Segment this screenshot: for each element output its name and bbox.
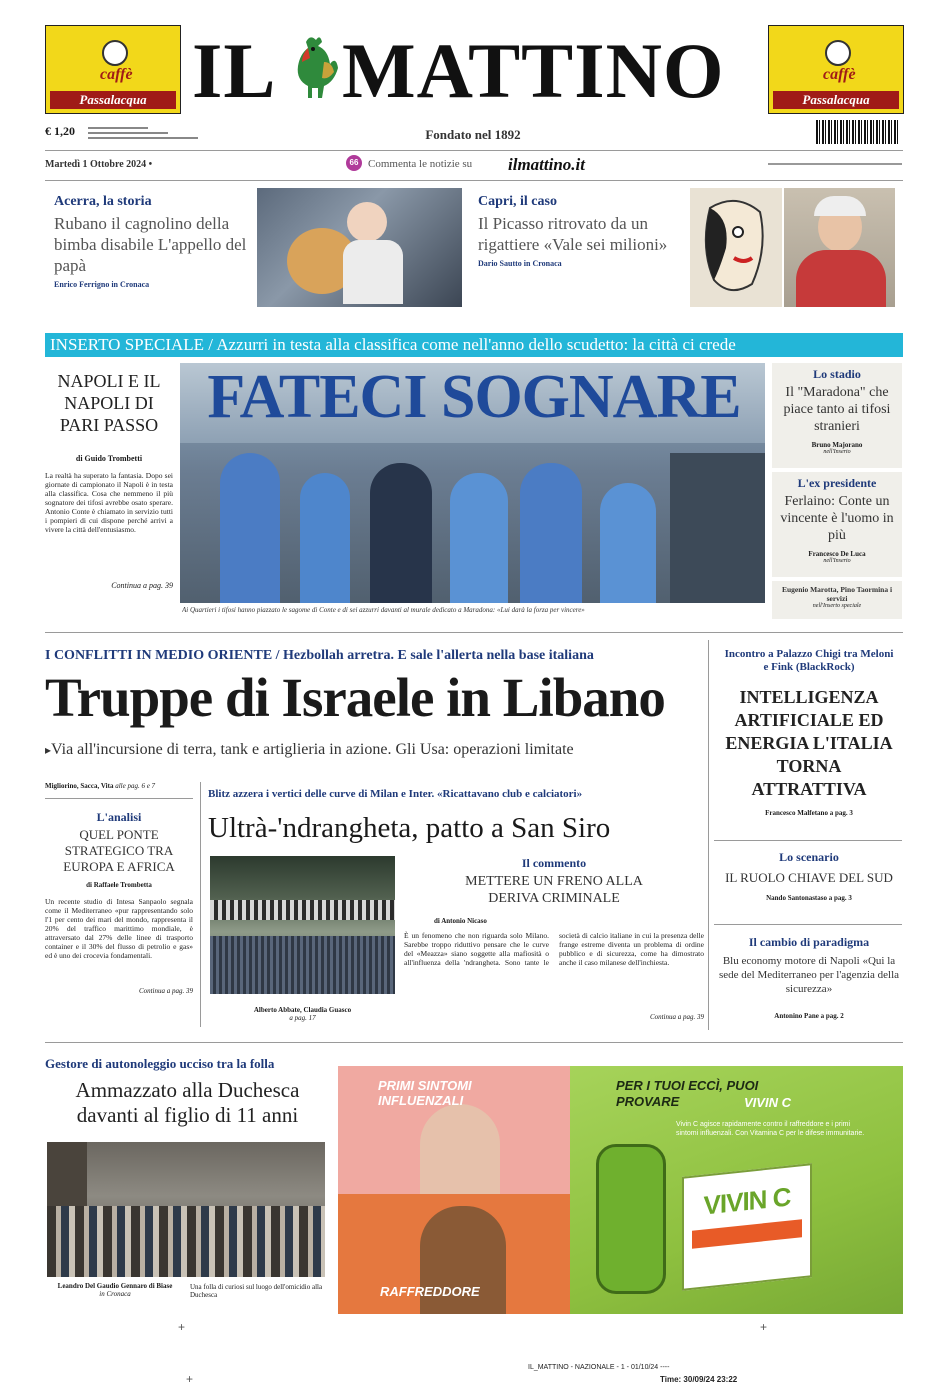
analysis-headline: QUEL PONTE STRATEGICO TRA EUROPA E AFRICA: [63, 827, 175, 874]
top-story-capri[interactable]: [478, 194, 683, 268]
right-byline-2: Francesco De Luca: [808, 550, 866, 558]
bottom-kicker: Gestore di autonoleggio ucciso tra la folla: [45, 1056, 275, 1071]
right-box-ferlaino[interactable]: [772, 472, 902, 577]
photo-duchesca: [47, 1142, 325, 1277]
ad-mascot: [596, 1144, 666, 1294]
ultra-kicker: Blitz azzera i vertici delle curve di Milan e Inter. «Ricattavano club e calciatori»: [208, 788, 583, 800]
cafe-brand-right: Passalacqua: [773, 91, 899, 109]
right-where-2: nell'Inserto: [823, 558, 851, 564]
bottom-credit-where: in Cronaca: [99, 1290, 131, 1298]
analysis-body: Un recente studio di Intesa Sanpaolo segnala come il Mediterraneo «pur rappresentando solo l'1 per cento dei mari del mondo, rappresenta il 20% del traffico marittimo mondiale, è attraversato dal 27% delle linee di trasporto container e il 30% del flusso di petrolio e gas» ed è uno dei crocevia fondamentali.: [45, 897, 193, 960]
crowd-right: [670, 453, 765, 603]
ad-right-sub: Vivin C agisce rapidamente contro il raffreddore e i primi sintomi influenzali. Con Vitamina C per le difese immunitarie.: [676, 1121, 865, 1137]
vivin-ad[interactable]: [338, 1066, 903, 1314]
right-text-3: Eugenio Marotta, Pino Taormina i servizi: [781, 585, 893, 603]
commento-headline: METTERE UN FRENO ALLA DERIVA CRIMINALE: [465, 874, 643, 906]
ultra-headline[interactable]: Ultrà-'ndrangheta, patto a San Siro: [208, 812, 611, 844]
napoli-byline: di Guido Trombetti: [75, 454, 143, 463]
right-lower-kicker-3: Il cambio di paradigma: [748, 935, 870, 949]
lead-authors-pages: alle pag. 6 e 7: [115, 782, 156, 790]
commento-column[interactable]: [404, 856, 704, 1021]
top-story-kicker: Acerra, la storia: [54, 194, 152, 209]
bottom-headline[interactable]: Ammazzato alla Duchesca davanti al figlio di 11 anni: [75, 1078, 300, 1127]
right-lower-blu[interactable]: [714, 935, 904, 1020]
masthead-title-right: MATTINO: [342, 27, 725, 114]
footer-edition: IL_MATTINO - NAZIONALE - 1 - 01/10/24 ----: [528, 1364, 670, 1371]
player-5: [600, 483, 656, 603]
ad-left-top-text: PRIMI SINTOMI INFLUENZALI: [378, 1078, 472, 1108]
napoli-headline: NAPOLI E IL NAPOLI DI PARI PASSO: [57, 371, 161, 435]
commento-body: È un fenomeno che non riguarda solo Milano. Sarebbe troppo riduttivo pensare che le curve del «Meazza» siano soggette alla mafiosità o all'influenza della 'ndrangheta. Sono tante le società di calcio italiane in cui la presenza delle frange estreme diventa un problema di ordine pubblico e di sicurezza, come ha dimostrato anche il caso milanese dell'inchiesta.: [404, 931, 704, 967]
lead-authors-names: Migliorino, Sacca, Vita: [45, 782, 114, 790]
lead-subhead: [45, 741, 700, 759]
crop-mark-1: +: [178, 1320, 186, 1334]
comment-icon: 66: [346, 155, 362, 171]
footer-time: Time: 30/09/24 23:22: [660, 1375, 738, 1384]
napoli-body: La realtà ha superato la fantasia. Dopo sei giornate di campionato il Napoli è in testa alla classifica. Cosa che nemmeno il più sognatore dei tifosi avrebbe osato sperare. Antonio Conte è chiamato in servizio tutti i pompieri di cui dispone perché arrivi a vivere la città dell'entusiasmo.: [45, 471, 173, 534]
right-fineprint: [768, 163, 902, 165]
top-story-acerra[interactable]: [54, 194, 254, 289]
right-lower-byline-1: Francesco Malfetano a pag. 3: [765, 809, 853, 817]
cafe-cup-icon: [102, 40, 128, 66]
lead-kicker: I CONFLITTI IN MEDIO ORIENTE / Hezbollah arretra. E sale l'allerta nella base italiana: [45, 648, 594, 663]
right-text-2: Ferlaino: Conte un vincente è l'uomo in più: [780, 494, 894, 543]
price-fineprint: [88, 124, 198, 144]
cafe-brand: Passalacqua: [50, 91, 176, 109]
right-lower-headline-2: IL RUOLO CHIAVE DEL SUD: [725, 870, 893, 885]
right-kicker-1: Lo stadio: [813, 367, 861, 381]
lead-subhead-text: Via all'incursione di terra, tank e artiglieria in azione. Gli Usa: operazioni limitate: [51, 741, 574, 758]
commento-byline: di Antonio Nicaso: [434, 917, 487, 925]
ad-right-headline: PER I TUOI ECCÌ, PUOI PROVARE: [616, 1078, 759, 1109]
top-story-byline-2: Dario Sautto in Cronaca: [478, 259, 562, 268]
commento-kicker: Il commento: [521, 856, 587, 870]
lead-authors: [45, 782, 195, 790]
right-lower-sud[interactable]: [714, 850, 904, 902]
founded-text: Fondato nel 1892: [425, 127, 521, 142]
crop-mark-2: +: [760, 1320, 768, 1334]
bottom-credit-names: Leandro Del Gaudio Gennaro di Biase: [57, 1282, 173, 1290]
right-text-1: Il "Maradona" che piace tanto ai tifosi stranieri: [783, 385, 891, 434]
photo-old-man: [784, 188, 895, 307]
cafe-cup-icon-right: [825, 40, 851, 66]
analysis-continua[interactable]: Continua a pag. 39: [138, 987, 193, 995]
cafe-word: caffè: [100, 66, 133, 83]
inserto-banner[interactable]: INSERTO SPECIALE / Azzurri in testa alla classifica come nell'anno dello scudetto: la città ci crede: [45, 333, 903, 357]
right-lower-kicker-2: Lo scenario: [779, 850, 839, 864]
girl-shape: [347, 202, 387, 242]
ultra-credit-names: Alberto Abbate, Claudia Guasco: [253, 1006, 352, 1014]
right-where-3: nell'Inserto speciale: [812, 603, 862, 609]
photo-girl-dog: [257, 188, 462, 307]
right-lower-headline-3: Blu economy motore di Napoli «Qui la sede del Mediterraneo per l'agenzia della sicurezza»: [718, 955, 900, 995]
cafe-word-right: caffè: [823, 66, 856, 83]
lead-headline[interactable]: Truppe di Israele in Libano: [45, 667, 665, 728]
right-lower-kicker-1: Incontro a Palazzo Chigi tra Meloni e Fink (BlackRock): [724, 648, 894, 673]
commento-continua[interactable]: Continua a pag. 39: [649, 1013, 704, 1021]
cafe-ad-right[interactable]: [768, 25, 904, 114]
masthead-title: [190, 27, 760, 114]
ultra-photo-credit: [210, 1006, 395, 1022]
right-where-1: nell'Inserto: [823, 449, 851, 455]
bottom-caption-right: Una folla di curiosi sul luogo dell'omicidio alla Duchesca: [190, 1283, 323, 1299]
napoli-column[interactable]: [45, 370, 173, 590]
site-link[interactable]: ilmattino.it: [508, 155, 585, 174]
top-story-kicker-2: Capri, il caso: [478, 194, 557, 209]
photo-san-siro: [210, 856, 395, 994]
ad-left-bottom-text: RAFFREDDORE: [380, 1284, 480, 1299]
main-photo-caption: Ai Quartieri i tifosi hanno piazzato le sagome di Conte e di sei azzurri davanti al murale dedicato a Maradona: «Lui darà la forza per vincere»: [182, 606, 585, 614]
barcode: [816, 120, 900, 144]
right-byline-1: Bruno Majorano: [811, 441, 863, 449]
right-box-stadio[interactable]: [772, 363, 902, 468]
top-story-headline: Rubano il cagnolino della bimba disabile L'appello del papà: [54, 214, 247, 275]
coach: [370, 463, 432, 603]
right-lower-byline-2: Nando Santonastaso a pag. 3: [766, 894, 852, 902]
analysis-kicker: L'analisi: [96, 810, 142, 824]
arrow-right-icon: ▸: [45, 743, 52, 757]
right-lower-headline-1: INTELLIGENZA ARTIFICIALE ED ENERGIA L'ITALIA TORNA ATTRATTIVA: [725, 687, 893, 799]
top-story-headline-2: Il Picasso ritrovato da un rigattiere «Vale sei milioni»: [478, 214, 668, 254]
right-kicker-2: L'ex presidente: [797, 476, 877, 490]
top-story-byline: Enrico Ferrigno in Cronaca: [54, 280, 150, 289]
ad-woman-1: [420, 1104, 500, 1194]
napoli-continua[interactable]: Continua a pag. 39: [111, 581, 173, 590]
analysis-column[interactable]: [45, 810, 193, 995]
comment-prefix: Commenta le notizie su: [368, 158, 473, 170]
masthead-title-left: IL: [192, 27, 277, 114]
crop-mark-3: +: [186, 1372, 194, 1386]
player-1: [220, 453, 280, 603]
player-3: [450, 473, 508, 603]
right-lower-ai[interactable]: [714, 648, 904, 817]
right-lower-byline-3: Antonino Pane a pag. 2: [774, 1012, 844, 1020]
photo-picasso: [690, 188, 782, 307]
ad-brand-inline: VIVIN C: [744, 1095, 791, 1110]
bottom-credit-left: [47, 1282, 183, 1298]
ultra-credit-page: a pag. 17: [289, 1014, 316, 1022]
ad-product-box: [682, 1163, 812, 1291]
ad-box-brand: VIVIN C: [703, 1181, 791, 1221]
rooster-icon: [288, 32, 340, 102]
player-2: [300, 473, 350, 603]
player-4: [520, 463, 582, 603]
price: € 1,20: [45, 124, 75, 138]
main-photo-headline: FATECI SOGNARE: [207, 363, 741, 431]
issue-date: Martedì 1 Ottobre 2024 •: [45, 159, 153, 170]
analysis-byline: di Raffaele Trombetta: [86, 881, 152, 889]
cafe-ad-left[interactable]: [45, 25, 181, 114]
right-box-servizi[interactable]: [772, 581, 902, 619]
